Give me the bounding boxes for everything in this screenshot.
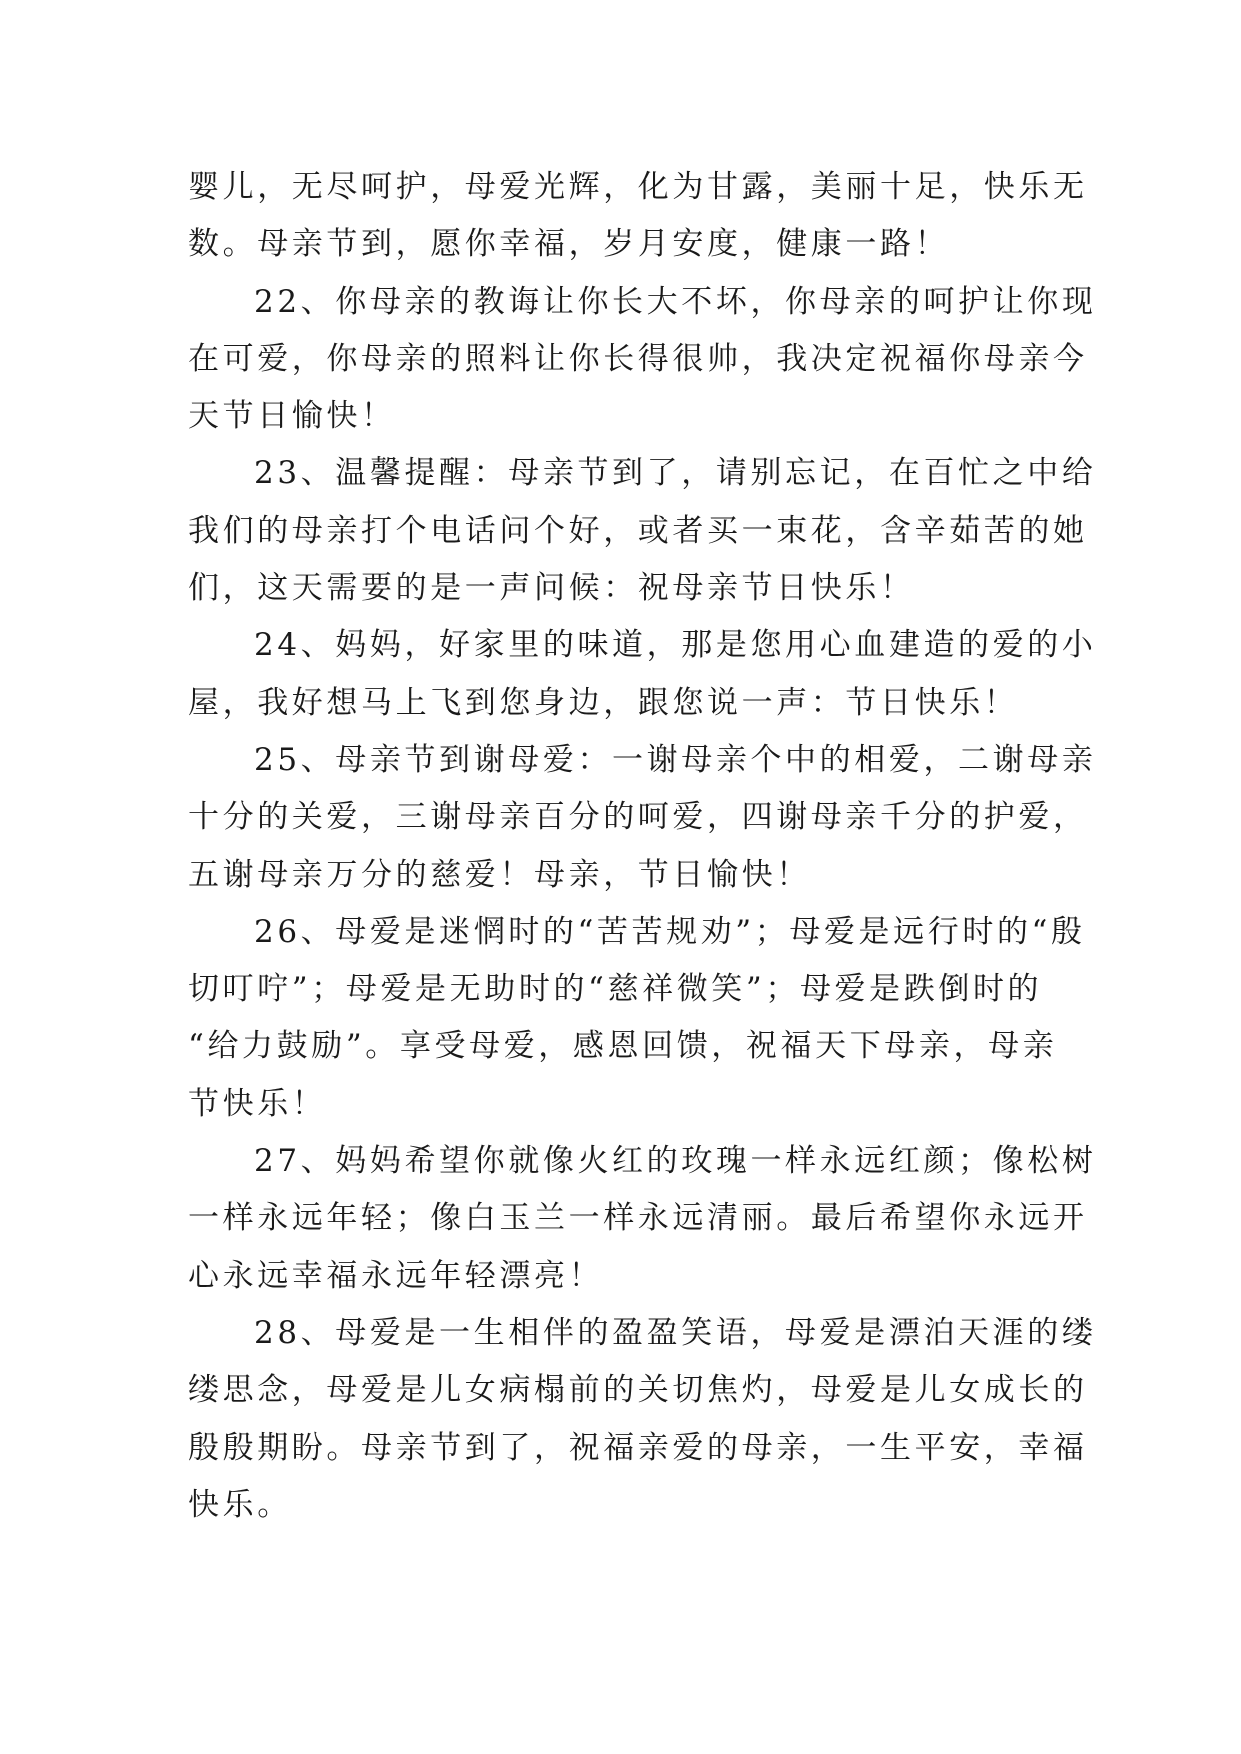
text-line: 快乐。 bbox=[188, 1486, 292, 1523]
text-line: 缕思念，母爱是儿女病榻前的关切焦灼，母爱是儿女成长的 bbox=[188, 1372, 1088, 1409]
paragraph-first-line: 28、母爱是一生相伴的盈盈笑语，母爱是漂泊天涯的缕 bbox=[254, 1314, 1097, 1351]
paragraph-first-line: 23、温馨提醒：母亲节到了，请别忘记，在百忙之中给 bbox=[254, 455, 1097, 492]
text-line: 屋，我好想马上飞到您身边，跟您说一声：节日快乐！ bbox=[188, 684, 1019, 721]
paragraph-first-line: 24、妈妈，好家里的味道，那是您用心血建造的爱的小 bbox=[254, 627, 1097, 664]
text-line: “给力鼓励”。享受母爱，感恩回馈，祝福天下母亲，母亲 bbox=[188, 1028, 1058, 1065]
text-line: 数。母亲节到，愿你幸福，岁月安度，健康一路！ bbox=[188, 226, 950, 263]
text-line: 节快乐！ bbox=[188, 1085, 327, 1122]
text-line: 在可爱，你母亲的照料让你长得很帅，我决定祝福你母亲今 bbox=[188, 340, 1088, 377]
text-line: 切叮咛”；母爱是无助时的“慈祥微笑”；母爱是跌倒时的 bbox=[188, 971, 1043, 1008]
text-line: 们，这天需要的是一声问候：祝母亲节日快乐！ bbox=[188, 570, 915, 607]
text-line: 殷殷期盼。母亲节到了，祝福亲爱的母亲，一生平安，幸福 bbox=[188, 1429, 1088, 1466]
document-body bbox=[188, 159, 1097, 1534]
text-line: 十分的关爱，三谢母亲百分的呵爱，四谢母亲千分的护爱， bbox=[188, 799, 1088, 836]
paragraph-first-line: 26、母爱是迷惘时的“苦苦规劝”；母爱是远行时的“殷 bbox=[254, 913, 1086, 950]
text-line: 心永远幸福永远年轻漂亮！ bbox=[188, 1257, 604, 1294]
text-line: 我们的母亲打个电话问个好，或者买一束花，含辛茹苦的她 bbox=[188, 512, 1088, 549]
text-line: 天节日愉快！ bbox=[188, 398, 396, 435]
paragraph-first-line: 27、妈妈希望你就像火红的玫瑰一样永远红颜；像松树 bbox=[254, 1143, 1097, 1180]
text-line: 一样永远年轻；像白玉兰一样永远清丽。最后希望你永远开 bbox=[188, 1200, 1088, 1237]
paragraph-first-line: 25、母亲节到谢母爱：一谢母亲个中的相爱，二谢母亲 bbox=[254, 741, 1097, 778]
text-line: 婴儿，无尽呵护，母爱光辉，化为甘露，美丽十足，快乐无 bbox=[188, 169, 1088, 205]
text-line: 五谢母亲万分的慈爱！母亲，节日愉快！ bbox=[188, 856, 811, 893]
paragraph-first-line: 22、你母亲的教诲让你长大不坏，你母亲的呵护让你现 bbox=[254, 283, 1097, 320]
